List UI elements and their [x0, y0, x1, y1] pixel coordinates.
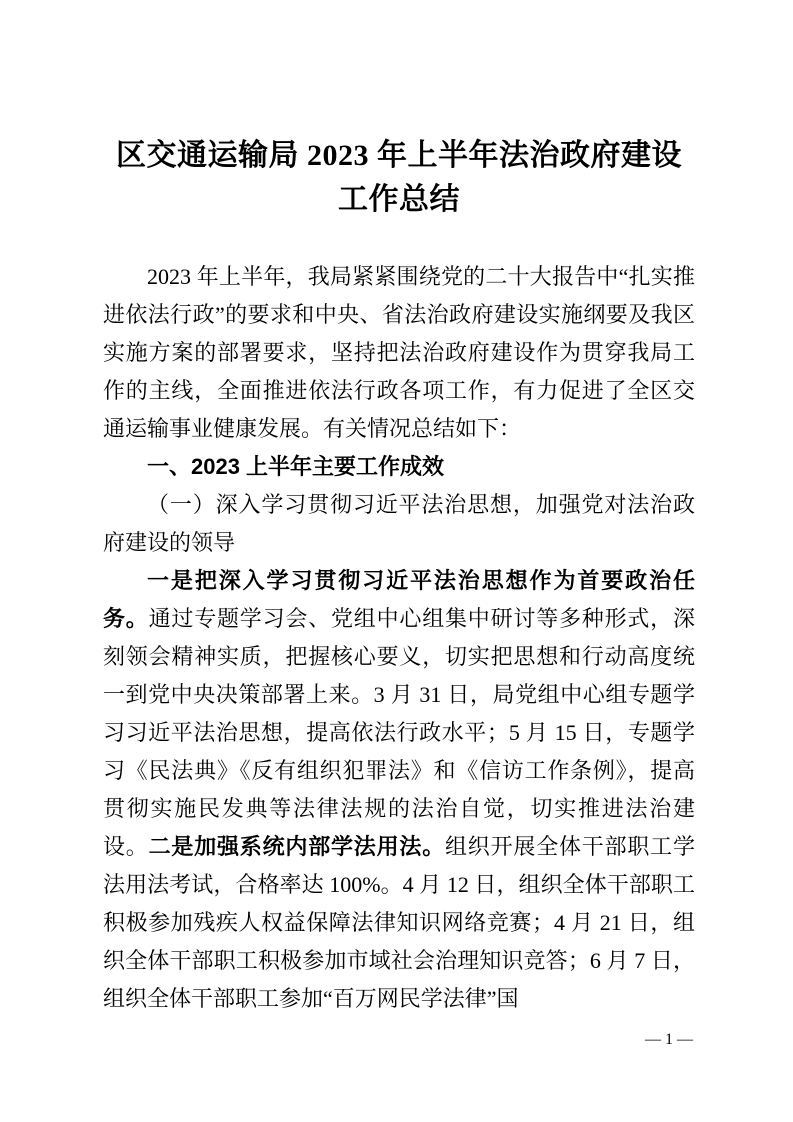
title-line-1: 区交通运输局 2023 年上半年法治政府建设 — [116, 139, 682, 172]
text-segment-1: 通过专题学习会、党组中心组集中研讨等多种形式，深刻领会精神实质，把握核心要义，切实把思想和行动高度统一到党中央决策部署上来。3 月 31 日，局党组中心组专题学习习近平法治思想，提高依法行政水平；5 月 15 日，专题学习《民法典》《反有组织犯罪法》和《信访工作条例》，提高贯彻实施民发典等法律法规的法治自觉，切实推进法治建设。 — [103, 606, 695, 859]
bold-lead-segment-1: 一是把深入学习贯彻习近平法治思想作为首要政治任务。 — [103, 568, 695, 631]
body-paragraph-1 — [103, 562, 695, 1018]
document-title — [103, 134, 695, 222]
page-footer — [645, 1032, 693, 1048]
document-content — [103, 0, 695, 1018]
subsection-heading-1-1: （一）深入学习贯彻习近平法治思想，加强党对法治政府建设的领导 — [103, 492, 695, 555]
intro-paragraph: 2023 年上半年，我局紧紧围绕党的二十大报告中“扎实推进依法行政”的要求和中央、省法治政府建设实施纲要及我区实施方案的部署要求，坚持把法治政府建设作为贯穿我局工作的主线，全面推进依法行政各项工作，有力促进了全区交通运输事业健康发展。有关情况总结如下： — [103, 264, 695, 441]
title-line-2: 工作总结 — [338, 183, 460, 216]
page-number: — 1 — — [645, 1031, 693, 1048]
text-segment-2: 组织开展全体干部职工学法用法考试，合格率达 100%。4 月 12 日，组织全体干部职工积极参加残疾人权益保障法律知识网络竞赛；4 月 21 日，组织全体干部职工积极参加市域社会治理知识竞答；6 月 7 日，组织全体干部职工参加“百万网民学法律”国 — [103, 834, 695, 1011]
section-heading-1: 一、2023 上半年主要工作成效 — [147, 454, 445, 479]
bold-lead-segment-2: 二是加强系统内部学法用法。 — [148, 834, 445, 859]
